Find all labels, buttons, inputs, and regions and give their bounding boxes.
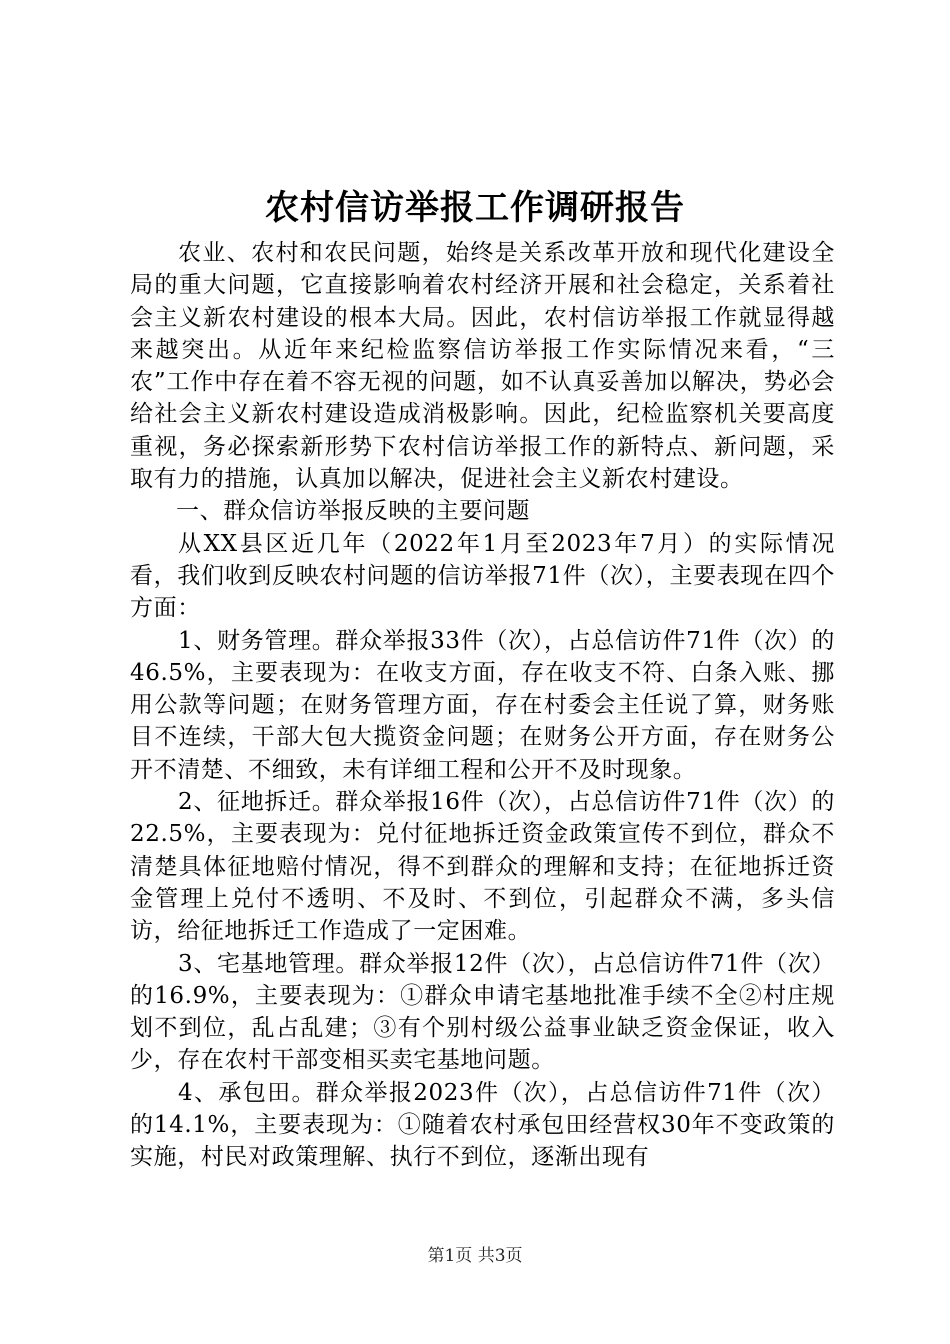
paragraph-homestead: 3、宅基地管理。群众举报12件（次），占总信访件71件（次）的16.9%，主要表现为：①群众申请宅基地批准手续不全②村庄规划不到位，乱占乱建；③有个别村级公益事业缺乏资金保证，收入少，存在农村干部变相买卖宅基地问题。 [130, 950, 835, 1074]
document-body [130, 237, 835, 1174]
section-heading: 一、群众信访举报反映的主要问题 [176, 498, 530, 525]
document-title: 农村信访举报工作调研报告 [265, 188, 685, 228]
paragraph-overview: 从XX县区近几年（2022年1月至2023年7月）的实际情况看，我们收到反映农村问题的信访举报71件（次），主要表现在四个方面： [130, 530, 835, 622]
paragraph-intro: 农业、农村和农民问题，始终是关系改革开放和现代化建设全局的重大问题，它直接影响着农村经济开展和社会稳定，关系着社会主义新农村建设的根本大局。因此，农村信访举报工作就显得越来越突出。从近年来纪检监察信访举报工作实际情况来看，“三农”工作中存在着不容无视的问题，如不认真妥善加以解决，势必会给社会主义新农村建设造成消极影响。因此，纪检监察机关要高度重视，务必探索新形势下农村信访举报工作的新特点、新问题，采取有力的措施，认真加以解决，促进社会主义新农村建设。 [130, 240, 835, 493]
paragraph-finance: 1、财务管理。群众举报33件（次），占总信访件71件（次）的46.5%，主要表现为：在收支方面，存在收支不符、白条入账、挪用公款等问题；在财务管理方面，存在村委会主任说了算，财务账目不连续，干部大包大揽资金问题；在财务公开方面，存在财务公开不清楚、不细致，未有详细工程和公开不及时现象。 [130, 627, 835, 783]
paragraph-contract-land: 4、承包田。群众举报2023件（次），占总信访件71件（次）的14.1%，主要表现为：①随着农村承包田经营权30年不变政策的实施，村民对政策理解、执行不到位，逐渐出现有 [130, 1079, 835, 1171]
paragraph-land-acquisition: 2、征地拆迁。群众举报16件（次），占总信访件71件（次）的22.5%，主要表现为：兑付征地拆迁资金政策宣传不到位，群众不清楚具体征地赔付情况，得不到群众的理解和支持；在征地拆迁资金管理上兑付不透明、不及时、不到位，引起群众不满，多头信访，给征地拆迁工作造成了一定困难。 [130, 789, 835, 945]
page-footer: 第1页 共3页 [427, 1246, 523, 1266]
